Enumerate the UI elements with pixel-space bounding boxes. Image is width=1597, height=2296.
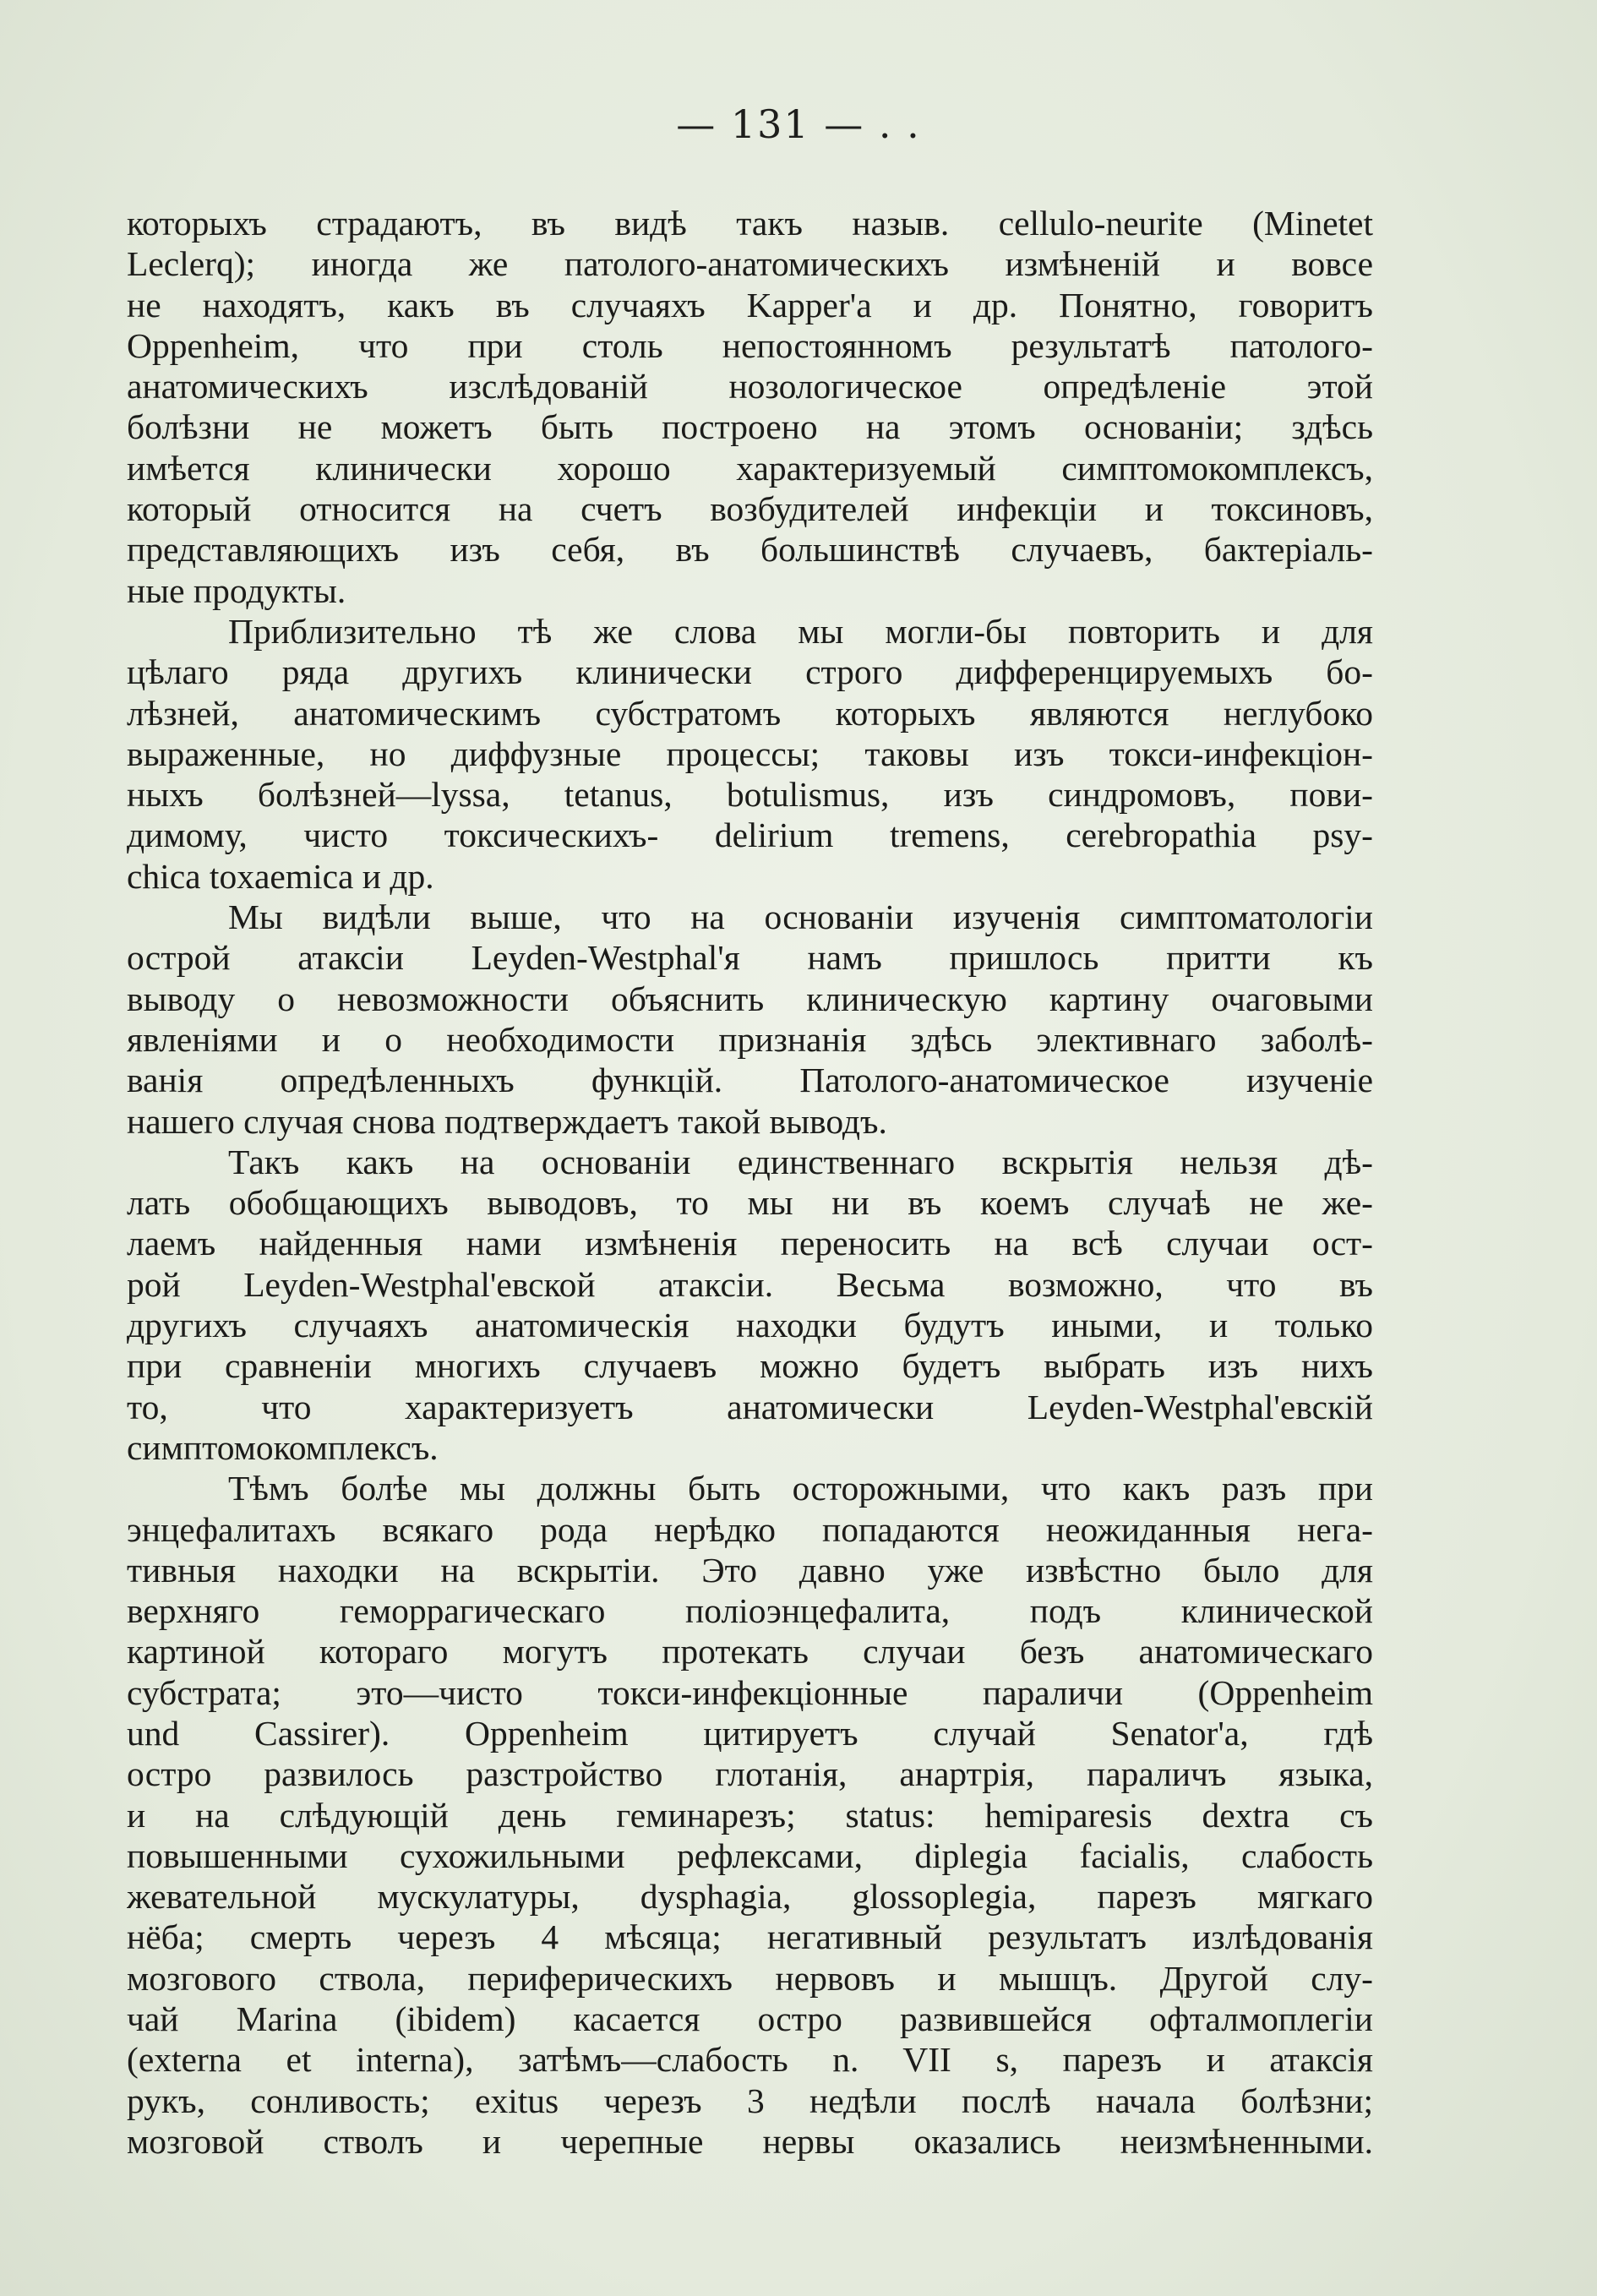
text-line: острой атаксіи Leyden-Westphal'я намъ пришлось притти къ (127, 938, 1373, 978)
text-line: мозгового ствола, периферическихъ нервовъ и мышцъ. Другой слу- (127, 1958, 1373, 1998)
text-line: при сравненіи многихъ случаевъ можно будетъ выбрать изъ нихъ (127, 1346, 1373, 1386)
text-line: жевательной мускулатуры, dysphagia, glossoplegia, парезъ мягкаго (127, 1877, 1373, 1917)
text-line: анатомическихъ изслѣдованій нозологическое опредѣленіе этой (127, 367, 1373, 406)
text-line: chica toxaemica и др. (127, 856, 434, 896)
text-line: повышенными сухожильными рефлексами, diplegia facialis, слабость (127, 1835, 1373, 1875)
paragraph-1 (127, 203, 1373, 611)
text-line: рукъ, сонливость; exitus черезъ 3 недѣли послѣ начала болѣзни; (127, 2081, 1373, 2120)
text-line: ванія опредѣленныхъ функцій. Патолого-анатомическое изученіе (127, 1061, 1373, 1100)
text-line: und Cassirer). Oppenheim цитируетъ случай Senator'a, гдѣ (127, 1713, 1373, 1753)
text-line: димому, чисто токсическихъ- delirium tremens, cerebropathia psy- (127, 815, 1373, 855)
text-line: рой Leyden-Westphal'евской атаксіи. Весьма возможно, что въ (127, 1264, 1373, 1304)
text-line: верхняго геморрагическаго поліоэнцефалита, подъ клинической (127, 1591, 1373, 1631)
text-line: не находятъ, какъ въ случаяхъ Kapper'a и др. Понятно, говоритъ (127, 285, 1373, 324)
paragraph-4 (127, 1142, 1373, 1468)
text-line: Такъ какъ на основаніи единственнаго вскрытія нельзя дѣ- (228, 1142, 1373, 1181)
text-line: лать обобщающихъ выводовъ, то мы ни въ коемъ случаѣ не же- (127, 1183, 1373, 1223)
text-line: то, что характеризуетъ анатомически Leyden-Westphal'евскій (127, 1387, 1373, 1426)
text-line: Тѣмъ болѣе мы должны быть осторожными, что какъ разъ при (228, 1469, 1373, 1508)
text-line: субстрата; это—чисто токси-инфекціонные параличи (Oppenheim (127, 1672, 1373, 1712)
text-line: цѣлаго ряда другихъ клинически строго дифференцируемыхъ бо- (127, 652, 1373, 692)
text-line: нашего случая снова подтверждаетъ такой выводъ. (127, 1101, 887, 1141)
paragraph-5 (127, 1468, 1373, 2162)
text-line: явленіями и о необходимости признанія здѣсь элективнаго заболѣ- (127, 1019, 1373, 1059)
text-line: энцефалитахъ всякаго рода нерѣдко попадаются неожиданныя нега- (127, 1509, 1373, 1549)
text-line: болѣзни не можетъ быть построено на этомъ основаніи; здѣсь (127, 407, 1373, 447)
text-line: выводу о невозможности объяснить клиническую картину очаговыми (127, 979, 1373, 1018)
text-line: тивныя находки на вскрытіи. Это давно уже извѣстно было для (127, 1550, 1373, 1590)
text-line: Oppenheim, что при столь непостоянномъ результатѣ патолого- (127, 325, 1373, 365)
paragraph-2 (127, 611, 1373, 897)
text-line: другихъ случаяхъ анатомическія находки будутъ иными, и только (127, 1306, 1373, 1345)
body-text (127, 203, 1373, 2162)
text-line: имѣется клинически хорошо характеризуемый симптомокомплексъ, (127, 448, 1373, 488)
text-line: (externa et interna), затѣмъ—слабость n. VII s, парезъ и атаксія (127, 2040, 1373, 2080)
text-line: лаемъ найденныя нами измѣненія переносить на всѣ случаи ост- (127, 1224, 1373, 1263)
text-line: представляющихъ изъ себя, въ большинствѣ случаевъ, бактеріаль- (127, 530, 1373, 570)
text-line: чай Marina (ibidem) касается остро развившейся офталмоплегіи (127, 1999, 1373, 2039)
text-line: остро развилось разстройство глотанія, анартрія, параличъ языка, (127, 1754, 1373, 1794)
text-line: и на слѣдующій день геминарезъ; status: hemiparesis dextra съ (127, 1795, 1373, 1835)
text-line: лѣзней, анатомическимъ субстратомъ которыхъ являются неглубоко (127, 693, 1373, 733)
text-line: выраженные, но диффузные процессы; таковы изъ токси-инфекціон- (127, 734, 1373, 773)
text-line: Мы видѣли выше, что на основаніи изученія симптоматологіи (228, 897, 1373, 937)
page-number: — 131 — . . (676, 101, 921, 147)
text-line: картиной котораго могутъ протекать случаи безъ анатомическаго (127, 1632, 1373, 1672)
text-line: мозговой стволъ и черепные нервы оказались неизмѣненными. (127, 2121, 1373, 2161)
text-line: нёба; смерть черезъ 4 мѣсяца; негативный результатъ излѣдованія (127, 1917, 1373, 1957)
text-line: Приблизительно тѣ же слова мы могли-бы повторить и для (228, 611, 1373, 651)
text-line: ныхъ болѣзней—lyssa, tetanus, botulismus, изъ синдромовъ, пови- (127, 775, 1373, 815)
paragraph-3 (127, 897, 1373, 1142)
text-line: которыхъ страдаютъ, въ видѣ такъ назыв. cellulo-neurite (Minetet (127, 204, 1373, 243)
text-line: Leclerq); иногда же патолого-анатомическихъ измѣненій и вовсе (127, 244, 1373, 284)
text-line: симптомокомплексъ. (127, 1427, 439, 1467)
text-line: который относится на счетъ возбудителей инфекціи и токсиновъ, (127, 489, 1373, 529)
text-line: ные продукты. (127, 570, 346, 610)
